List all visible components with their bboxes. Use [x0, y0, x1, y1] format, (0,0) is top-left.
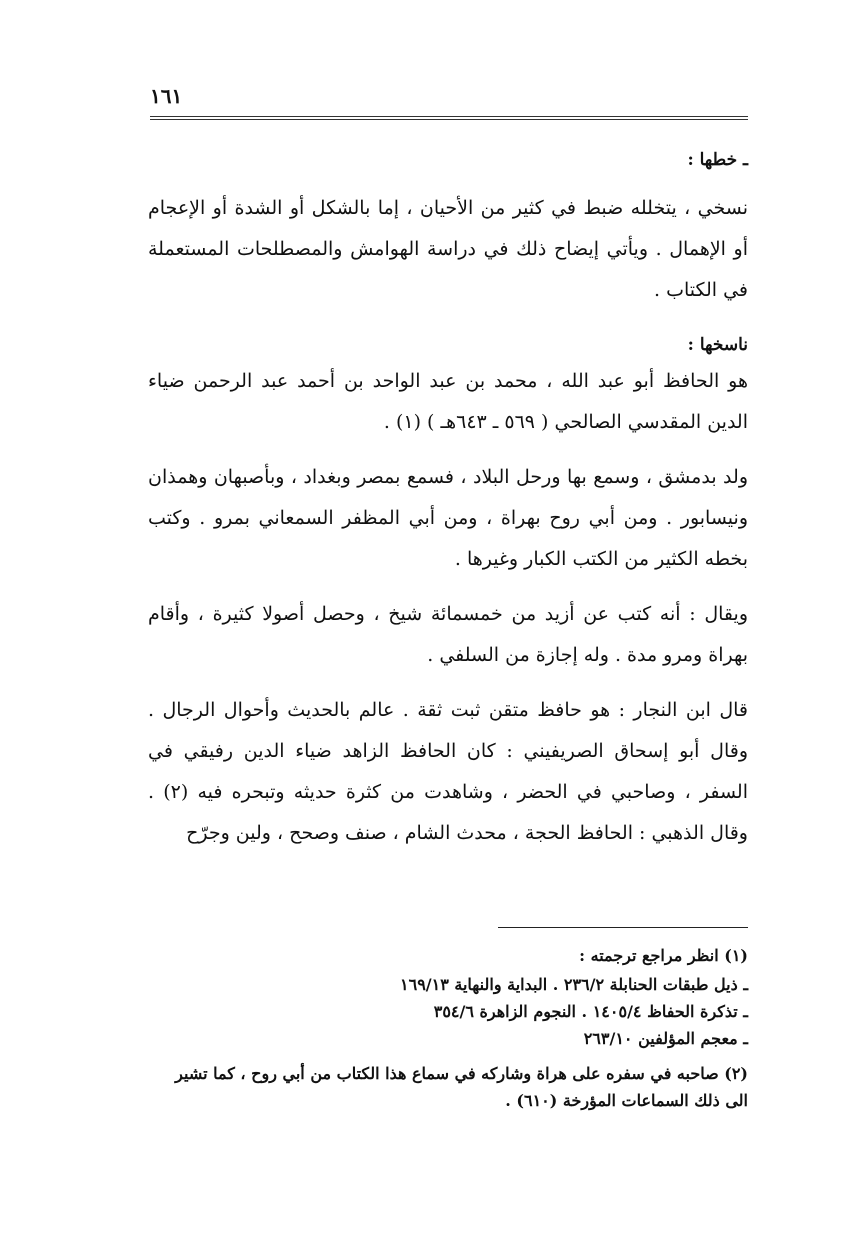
main-text	[148, 150, 748, 868]
footnotes	[148, 942, 748, 1114]
paragraph-copyist-2: ولد بدمشق ، وسمع بها ورحل البلاد ، فسمع بمصر وبغداد ، وبأصبهان وهمذان ونيسابور . ومن أبي روح بهراة ، ومن أبي المظفر السمعاني بمرو . وكتب بخطه الكثير من الكتب الكبار وغيرها .	[148, 466, 748, 570]
paragraph-errors: نسخي ، يتخلله ضبط في كثير من الأحيان ، إما بالشكل أو الشدة أو الإعجام أو الإهمال . ويأتي إيضاح ذلك في دراسة الهوامش والمصطلحات المستعملة في الكتاب .	[148, 197, 748, 301]
paragraph-copyist-3: ويقال : أنه كتب عن أزيد من خمسمائة شيخ ، وحصل أصولا كثيرة ، وأقام بهراة ومرو مدة . وله إجازة من السلفي .	[148, 603, 748, 666]
section-heading-copyist: ناسخها :	[687, 335, 748, 355]
footnote-1-heading: (١) انظر مراجع ترجمته :	[579, 946, 748, 965]
footnote-1-line-3: ـ معجم المؤلفين ٢٦٣/١٠	[583, 1029, 748, 1048]
footnote-1-line-1: ـ ذيل طبقات الحنابلة ٢٣٦/٢ . البداية والنهاية ١٦٩/١٣	[400, 975, 748, 994]
footnote-1-line-2: ـ تذكرة الحفاظ ١٤٠٥/٤ . النجوم الزاهرة ٣٥٤/٦	[433, 1002, 748, 1021]
header-rule	[150, 116, 748, 120]
section-heading-errors: ـ خطها :	[687, 150, 748, 170]
paragraph-copyist-1: هو الحافظ أبو عبد الله ، محمد بن عبد الواحد بن أحمد عبد الرحمن ضياء الدين المقدسي الصالحي ( ٥٦٩ ـ ٦٤٣هـ ) (١) .	[148, 370, 748, 433]
page-number: ١٦١	[150, 84, 183, 108]
paragraph-copyist-4: قال ابن النجار : هو حافظ متقن ثبت ثقة . عالم بالحديث وأحوال الرجال . وقال أبو إسحاق الصريفيني : كان الحافظ الزاهد ضياء الدين رفيقي في السفر ، وصاحبي في الحضر ، وشاهدت من كثرة حديثه وتبحره فيه (٢) . وقال الذهبي : الحافظ الحجة ، محدث الشام ، صنف وصحح ، ولين وجرّح	[148, 699, 749, 844]
footnote-rule	[498, 927, 748, 928]
footnote-2: (٢) صاحبه في سفره على هراة وشاركه في سماع هذا الكتاب من أبي روح ، كما تشير الى ذلك السماعات المؤرخة (٦١٠) .	[175, 1064, 748, 1110]
